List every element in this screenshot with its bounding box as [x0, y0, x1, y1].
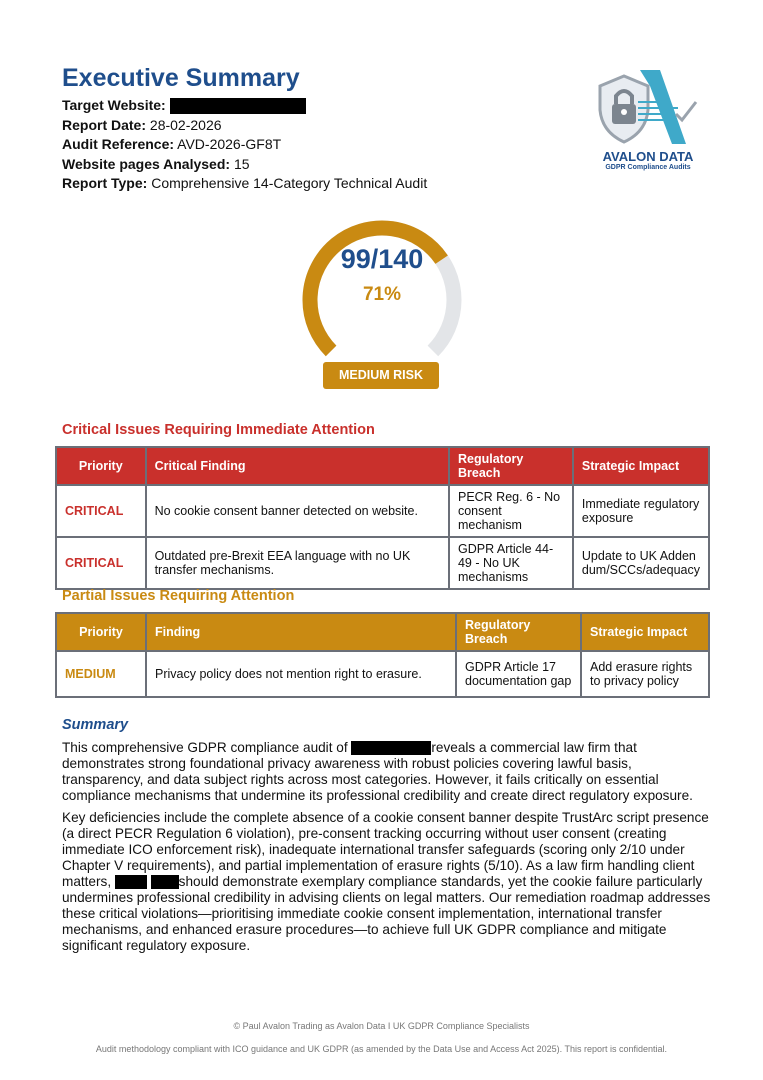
logo-name: AVALON DATA — [602, 149, 694, 164]
meta-report-date: Report Date: 28-02-2026 — [62, 116, 222, 133]
impact-cell: Immediate regulatory exposure — [573, 485, 709, 537]
column-header: Strategic Impact — [581, 613, 709, 651]
report-meta — [62, 96, 427, 194]
column-header: Critical Finding — [146, 447, 449, 485]
footer-disclaimer: Audit methodology compliant with ICO guidance and UK GDPR (as amended by the Data Use and Access Act 2025). This report is confidential. — [95, 1044, 668, 1054]
meta-target-website: Target Website: — [62, 96, 427, 116]
redaction-block — [351, 741, 431, 755]
meta-audit-reference: Audit Reference: AVD-2026-GF8T — [62, 136, 282, 152]
summary-paragraph-2: Key deficiencies include the complete absence of a cookie consent banner despite TrustArc script presence (a direct PECR Regulation 6 violation), pre-consent tracking occurring without user consent (creating immediate ICO enforcement risk), inadequate international transfer safeguards (scoring only 2/10 under Chapter V requirements), and partial implementation of erasure rights (5/10). As a law firm handling client matters, should demonstrate exemplary compliance standards, yet the cookie failure particularly undermines professional credibility in advising clients on legal matters. Our remediation roadmap addresses these critical violations—prioritising immediate cookie consent implementation, international transfer mechanisms, and enhanced erasure procedures—to achieve full UK GDPR compliance and mitigate significant regulatory exposure. — [62, 810, 711, 953]
column-header: Regulatory Breach — [456, 613, 581, 651]
finding-cell: Outdated pre-Brexit EEA language with no UK transfer mechanisms. — [146, 537, 449, 589]
finding-cell: No cookie consent banner detected on website. — [146, 485, 449, 537]
table-row — [56, 651, 709, 697]
column-header: Finding — [146, 613, 456, 651]
table-header-row — [56, 613, 709, 651]
redaction-block — [151, 875, 179, 889]
partial-issues-table — [55, 612, 710, 698]
finding-cell: Privacy policy does not mention right to erasure. — [146, 651, 456, 697]
meta-report-type: Report Type: Comprehensive 14-Category Technical Audit — [62, 175, 428, 191]
summary-heading: Summary — [62, 717, 129, 733]
page-title: Executive Summary — [62, 64, 300, 92]
summary-paragraph-1: This comprehensive GDPR compliance audit of reveals a commercial law firm that demonstrates strong foundational privacy awareness with robust policies covering lawful basis, transparency, and data subject rights across most categories. However, it fails critically on essential compliance mechanisms that undermine its professional credibility and create direct regulatory exposure. — [62, 740, 693, 803]
column-header: Priority — [56, 447, 146, 485]
column-header: Regulatory Breach — [449, 447, 573, 485]
footer-copyright: © Paul Avalon Trading as Avalon Data I UK GDPR Compliance Specialists — [233, 1021, 530, 1031]
redaction-block — [170, 98, 306, 114]
redaction-block — [115, 875, 147, 889]
table-row — [56, 537, 709, 589]
breach-cell: GDPR Article 44-49 - No UK mechanisms — [449, 537, 573, 589]
score-percent: 71% — [362, 284, 402, 305]
meta-pages-analysed: Website pages Analysed: 15 — [62, 155, 250, 172]
partial-issues-heading: Partial Issues Requiring Attention — [62, 588, 295, 604]
impact-cell: Update to UK Adden dum/SCCs/adequacy — [573, 537, 709, 589]
column-header: Strategic Impact — [573, 447, 709, 485]
priority-cell: MEDIUM — [56, 651, 146, 697]
breach-cell: GDPR Article 17 documentation gap — [456, 651, 581, 697]
priority-cell: CRITICAL — [56, 485, 146, 537]
critical-issues-table — [55, 446, 710, 590]
score-value: 99/140 — [340, 244, 424, 274]
impact-cell: Add erasure rights to privacy policy — [581, 651, 709, 697]
table-header-row — [56, 447, 709, 485]
avalon-data-logo — [588, 66, 708, 176]
column-header: Priority — [56, 613, 146, 651]
table-row — [56, 485, 709, 537]
shield-lock-icon — [588, 66, 708, 146]
priority-cell: CRITICAL — [56, 537, 146, 589]
breach-cell: PECR Reg. 6 - No consent mechanism — [449, 485, 573, 537]
risk-badge: MEDIUM RISK — [323, 362, 439, 389]
critical-issues-heading: Critical Issues Requiring Immediate Attention — [62, 422, 375, 438]
logo-tagline: GDPR Compliance Audits — [605, 164, 691, 171]
